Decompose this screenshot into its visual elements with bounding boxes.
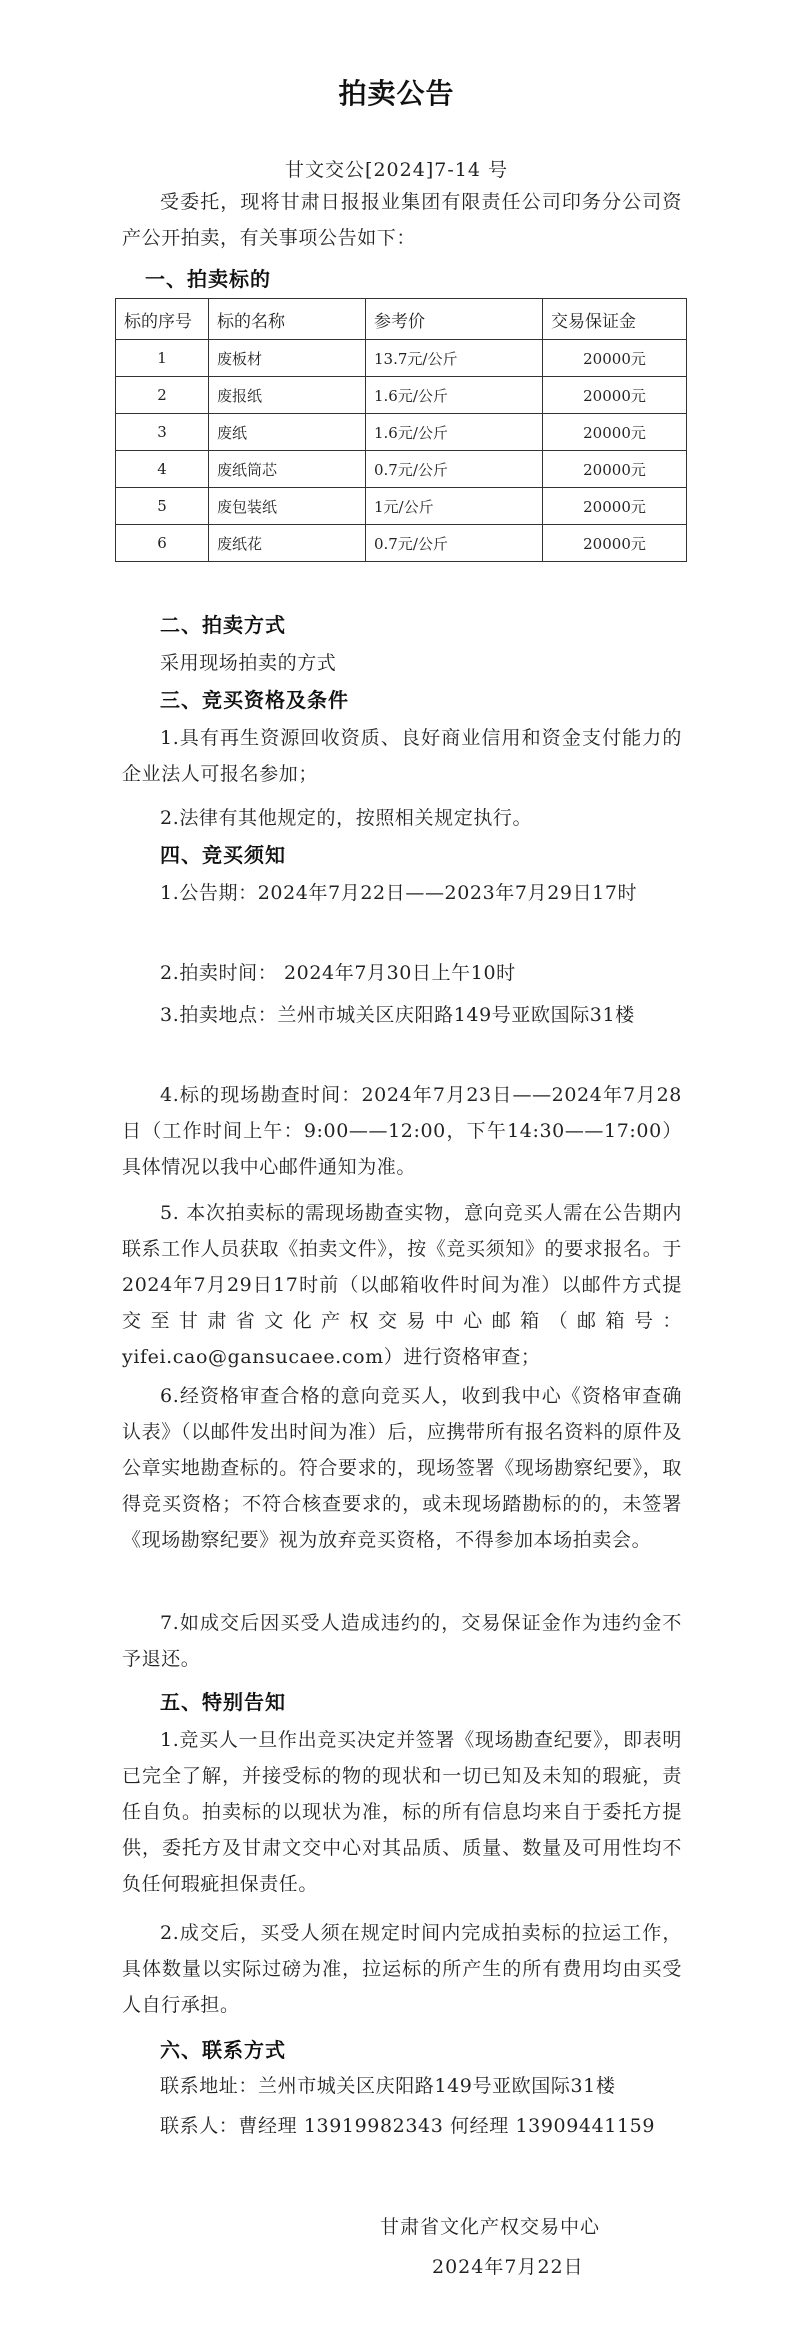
qualification-item-2: 2.法律有其他规定的，按照相关规定执行。 [160,807,533,829]
cell-number: 3 [116,414,209,451]
column-header-price: 参考价 [366,299,543,340]
cell-name: 废包装纸 [209,488,366,525]
section-heading-special-notice: 五、特别告知 [160,1690,286,1714]
special-notice-2: 2.成交后，买受人须在规定时间内完成拍卖标的拉运工作，具体数量以实际过磅为准，拉运标的所产生的所有费用均由买受人自行承担。 [122,1922,682,2016]
cell-number: 4 [116,451,209,488]
cell-deposit: 20000元 [543,340,687,377]
cell-number: 1 [116,340,209,377]
auction-method-text: 采用现场拍卖的方式 [160,652,337,674]
cell-price: 0.7元/公斤 [366,451,543,488]
contact-address: 联系地址：兰州市城关区庆阳路149号亚欧国际31楼 [160,2075,616,2097]
special-notice-1: 1.竞买人一旦作出竞买决定并签署《现场勘查纪要》，即表明已完全了解，并接受标的物的现状和一切已知及未知的瑕疵，责任自负。拍卖标的以现状为准，标的所有信息均来自于委托方提供，委托方及甘肃文交中心对其品质、质量、数量及可用性均不负任何瑕疵担保责任。 [122,1729,682,1895]
column-header-deposit: 交易保证金 [543,299,687,340]
bidding-note-5: 5. 本次拍卖标的需现场勘查实物，意向竞买人需在公告期内联系工作人员获取《拍卖文件》，按《竞买须知》的要求报名。于2024年7月29日17时前（以邮箱收件时间为准）以邮件方式提交至甘肃省文化产权交易中心邮箱（邮箱号：yifei.cao@gansucaee.com）进行资格审查； [122,1202,682,1368]
cell-number: 6 [116,525,209,562]
cell-deposit: 20000元 [543,414,687,451]
column-header-number: 标的序号 [116,299,209,340]
cell-price: 0.7元/公斤 [366,525,543,562]
cell-name: 废板材 [209,340,366,377]
table-row [116,377,687,414]
cell-name: 废纸花 [209,525,366,562]
page-title: 拍卖公告 [338,77,455,110]
section-heading-bidding-notes: 四、竞买须知 [160,843,286,867]
cell-deposit: 20000元 [543,525,687,562]
table-row [116,488,687,525]
cell-price: 1.6元/公斤 [366,377,543,414]
auction-items-table [115,298,687,562]
cell-deposit: 20000元 [543,451,687,488]
cell-name: 废报纸 [209,377,366,414]
cell-price: 1.6元/公斤 [366,414,543,451]
intro-paragraph: 受委托，现将甘肃日报报业集团有限责任公司印务分公司资产公开拍卖，有关事项公告如下： [122,191,682,249]
table-row [116,525,687,562]
cell-deposit: 20000元 [543,377,687,414]
bidding-note-3: 3.拍卖地点：兰州市城关区庆阳路149号亚欧国际31楼 [160,1004,635,1026]
signature-date: 2024年7月22日 [432,2256,584,2278]
section-heading-auction-items: 一、拍卖标的 [145,267,271,291]
table-row [116,414,687,451]
contact-persons: 联系人：曹经理 13919982343 何经理 13909441159 [160,2115,656,2137]
document-number: 甘文交公[2024]7-14 号 [285,159,508,181]
cell-deposit: 20000元 [543,488,687,525]
bidding-note-7: 7.如成交后因买受人造成违约的，交易保证金作为违约金不予退还。 [122,1612,682,1670]
section-heading-auction-method: 二、拍卖方式 [160,613,286,637]
cell-name: 废纸 [209,414,366,451]
section-heading-contact: 六、联系方式 [160,2038,286,2062]
section-heading-qualification: 三、竞买资格及条件 [160,688,349,712]
cell-name: 废纸筒芯 [209,451,366,488]
table-header-row [116,299,687,340]
bidding-note-1: 1.公告期：2024年7月22日——2023年7月29日17时 [160,882,638,904]
column-header-name: 标的名称 [209,299,366,340]
bidding-note-4: 4.标的现场勘查时间：2024年7月23日——2024年7月28日（工作时间上午：9:00——12:00，下午14:30——17:00）具体情况以我中心邮件通知为准。 [122,1084,682,1178]
cell-number: 5 [116,488,209,525]
cell-price: 1元/公斤 [366,488,543,525]
table-row [116,451,687,488]
bidding-note-6: 6.经资格审查合格的意向竞买人，收到我中心《资格审查确认表》（以邮件发出时间为准）后，应携带所有报名资料的原件及公章实地勘查标的。符合要求的，现场签署《现场勘察纪要》，取得竞买资格；不符合核查要求的，或未现场踏勘标的的，未签署《现场勘察纪要》视为放弃竞买资格，不得参加本场拍卖会。 [122,1385,682,1551]
cell-number: 2 [116,377,209,414]
qualification-item-1: 1.具有再生资源回收资质、良好商业信用和资金支付能力的企业法人可报名参加； [122,727,682,785]
signature-organization: 甘肃省文化产权交易中心 [380,2216,601,2238]
table-row [116,340,687,377]
cell-price: 13.7元/公斤 [366,340,543,377]
bidding-note-2: 2.拍卖时间： 2024年7月30日上午10时 [160,962,516,984]
